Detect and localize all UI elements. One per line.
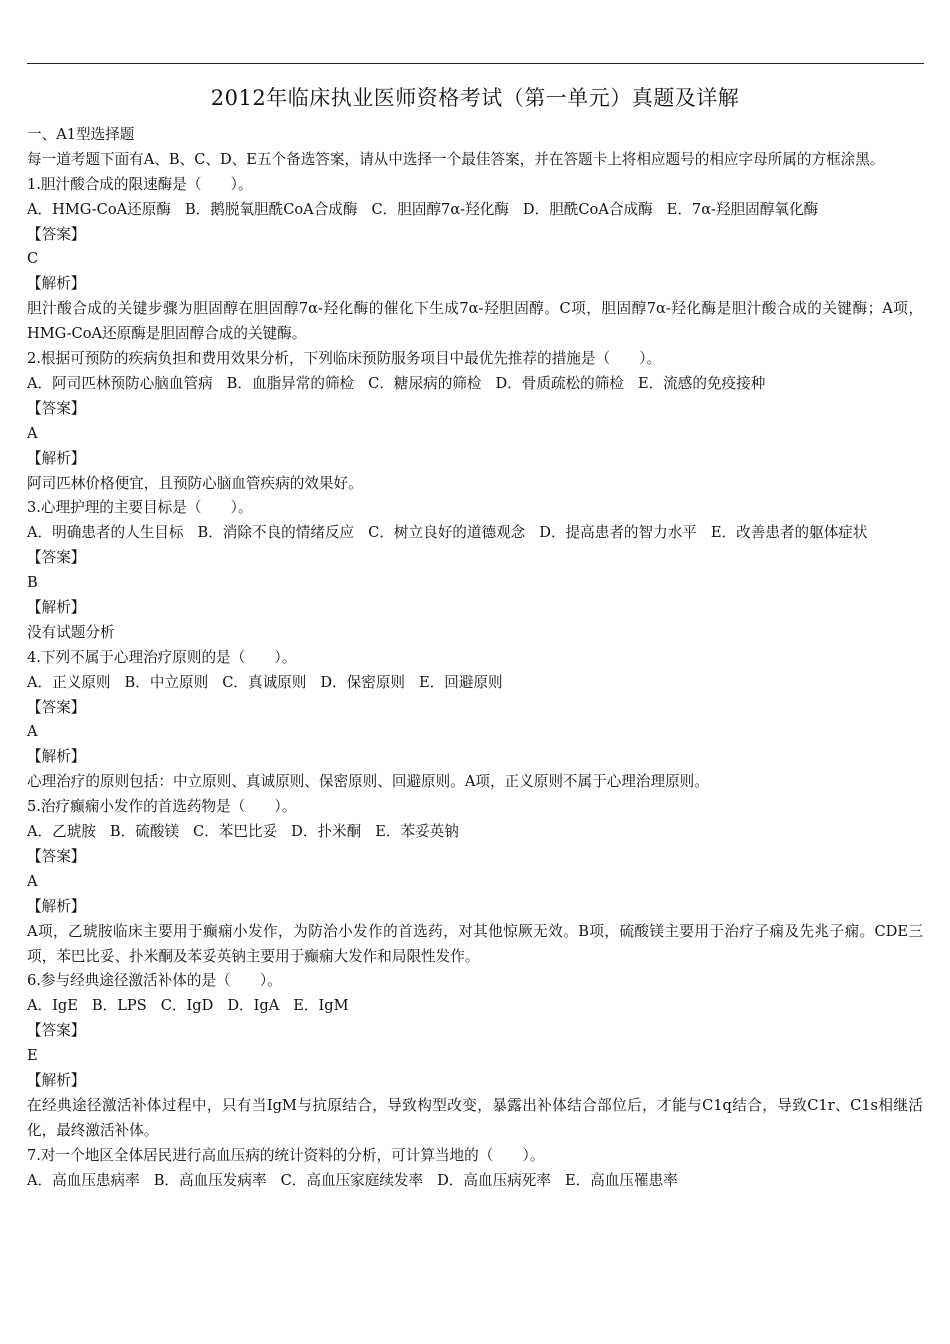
option: C．苯巴比妥 [193, 823, 278, 841]
option: D．提高患者的智力水平 [539, 524, 697, 542]
option: E．高血压罹患率 [564, 1171, 678, 1189]
question-3: 3.心理护理的主要目标是（ ）。 [27, 499, 253, 517]
answer-4: A [27, 723, 38, 741]
analysis-label: 【解析】 [27, 449, 86, 467]
answer-label: 【答案】 [27, 698, 86, 716]
option: C．胆固醇7α-羟化酶 [371, 200, 509, 218]
option: C．真诚原则 [222, 673, 307, 691]
analysis-label: 【解析】 [27, 748, 86, 766]
option: E．苯妥英钠 [375, 823, 459, 841]
header-rule [27, 63, 924, 64]
option: A．HMG-CoA还原酶 [27, 200, 171, 218]
option: B．鹅脱氧胆酰CoA合成酶 [184, 200, 358, 218]
option: E．回避原则 [419, 673, 503, 691]
options-2 [27, 372, 923, 397]
option: D．胆酰CoA合成酶 [522, 200, 653, 218]
option: E．IgM [293, 997, 349, 1015]
analysis-label: 【解析】 [27, 897, 86, 915]
options-4 [27, 671, 923, 696]
option: B．中立原则 [124, 673, 209, 691]
question-7: 7.对一个地区全体居民进行高血压病的统计资料的分析，可计算当地的（ ）。 [27, 1146, 545, 1164]
analysis-label: 【解析】 [27, 1072, 86, 1089]
option: B．血脂异常的筛检 [226, 374, 355, 392]
option: D．保密原则 [320, 673, 406, 691]
analysis-label: 【解析】 [27, 275, 86, 293]
option: B．消除不良的情绪反应 [197, 524, 355, 542]
option: C．树立良好的道德观念 [368, 524, 526, 542]
analysis-3: 没有试题分析 [27, 623, 115, 641]
option: B．硫酸镁 [109, 823, 180, 841]
answer-label: 【答案】 [27, 549, 86, 567]
option: E．流感的免疫接种 [637, 374, 766, 392]
document-title: 2012年临床执业医师资格考试（第一单元）真题及详解 [210, 86, 740, 110]
answer-label: 【答案】 [27, 847, 86, 865]
question-2: 2.根据可预防的疾病负担和费用效果分析，下列临床预防服务项目中最优先推荐的措施是（ ）。 [27, 350, 662, 368]
option: B．高血压发病率 [153, 1171, 267, 1189]
answer-6: E [27, 1047, 38, 1065]
analysis-2: 阿司匹林价格便宜，且预防心脑血管疾病的效果好。 [27, 474, 363, 492]
analysis-5: A项，乙琥胺临床主要用于癫痫小发作，为防治小发作的首选药，对其他惊厥无效。B项，硫酸镁主要用于治疗子痫及先兆子痫。CDE三项，苯巴比妥、扑米酮及苯妥英钠主要用于癫痫大发作和局限性发作。 [27, 922, 923, 965]
question-6: 6.参与经典途径激活补体的是（ ）。 [27, 972, 282, 990]
option: E．改善患者的躯体症状 [710, 524, 868, 542]
option: B．LPS [91, 997, 147, 1015]
document-body [27, 123, 923, 1193]
option: C．糖尿病的筛检 [368, 374, 482, 392]
option: D．高血压病死率 [437, 1171, 551, 1189]
answer-5: A [27, 872, 38, 890]
options-5 [27, 820, 923, 845]
option: D．骨质疏松的筛检 [495, 374, 624, 392]
question-5: 5.治疗癫痫小发作的首选药物是（ ）。 [27, 798, 297, 816]
options-1 [27, 198, 923, 223]
analysis-1: 胆汁酸合成的关键步骤为胆固醇在胆固醇7α-羟化酶的催化下生成7α-羟胆固醇。C项，胆固醇7α-羟化酶是胆汁酸合成的关键酶；A项，HMG-CoA还原酶是胆固醇合成的关键酶。 [27, 300, 923, 343]
answer-1: C [27, 250, 39, 268]
option: A．明确患者的人生目标 [27, 524, 184, 542]
options-7 [27, 1169, 923, 1194]
option: A．高血压患病率 [27, 1171, 140, 1189]
option: E．7α-羟胆固醇氧化酶 [666, 200, 819, 218]
option: C．IgD [160, 997, 214, 1015]
answer-3: B [27, 574, 38, 592]
answer-label: 【答案】 [27, 1022, 86, 1040]
answer-label: 【答案】 [27, 399, 86, 417]
instructions: 每一道考题下面有A、B、C、D、E五个备选答案，请从中选择一个最佳答案，并在答题卡上将相应题号的相应字母所属的方框涂黑。 [27, 150, 885, 168]
analysis-6: 在经典途径激活补体过程中，只有当IgM与抗原结合，导致构型改变，暴露出补体结合部位后，才能与C1q结合，导致C1r、C1s相继活化，最终激活补体。 [27, 1096, 923, 1139]
analysis-label: 【解析】 [27, 599, 86, 617]
answer-2: A [27, 424, 38, 442]
option: A．正义原则 [27, 673, 111, 691]
question-1: 1.胆汁酸合成的限速酶是（ ）。 [27, 175, 253, 193]
section-heading: 一、A1型选择题 [27, 126, 135, 143]
option: C．高血压家庭续发率 [280, 1171, 424, 1189]
option: A．阿司匹林预防心脑血管病 [27, 374, 213, 392]
option: D．IgA [227, 997, 280, 1015]
option: D．扑米酮 [291, 823, 362, 841]
analysis-4: 心理治疗的原则包括：中立原则、真诚原则、保密原则、回避原则。A项，正义原则不属于心理治理原则。 [27, 773, 709, 791]
answer-label: 【答案】 [27, 225, 86, 243]
question-4: 4.下列不属于心理治疗原则的是（ ）。 [27, 648, 297, 666]
options-3 [27, 521, 923, 546]
options-6 [27, 994, 923, 1019]
option: A．IgE [27, 997, 78, 1015]
option: A．乙琥胺 [27, 823, 96, 841]
